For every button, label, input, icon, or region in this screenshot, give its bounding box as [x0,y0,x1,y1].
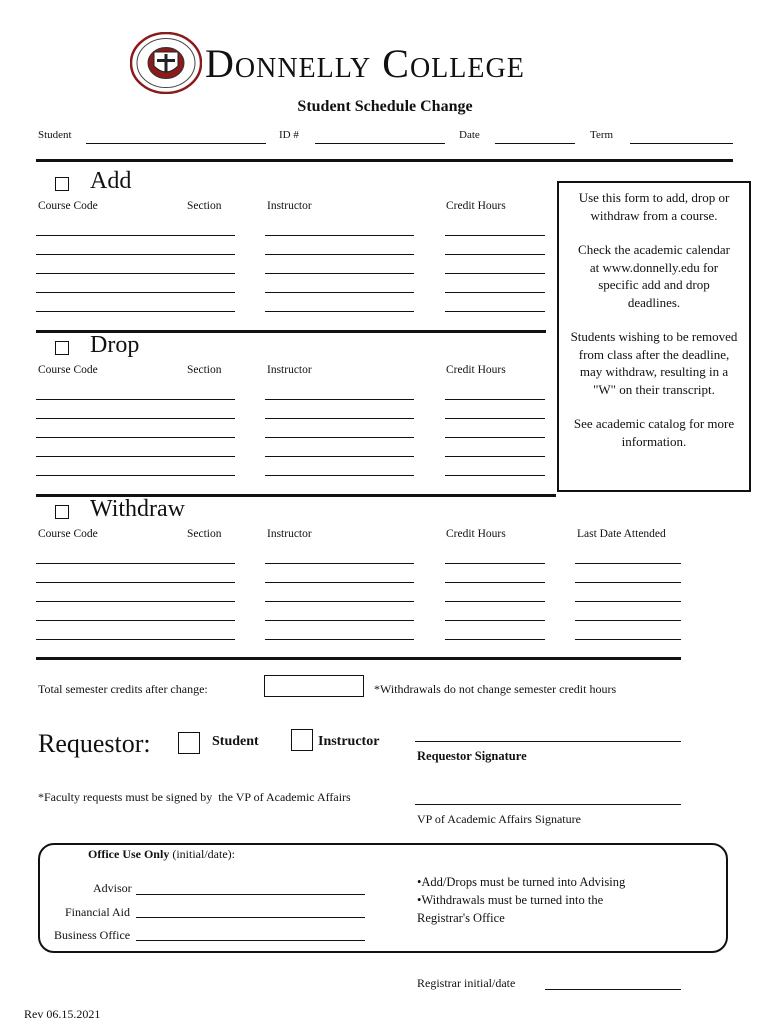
drop-course-section-field[interactable] [36,418,235,419]
drop-course-section-field[interactable] [36,456,235,457]
info-text-3: Students wishing to be removed from class after the deadline, may withdraw, resulting in a "W" on their transcript. [570,329,738,397]
business-office-field[interactable] [136,940,365,941]
drop-credit-hours-field[interactable] [445,399,545,400]
info-text-1: Use this form to add, drop or withdraw from a course. [578,190,730,223]
drop-course-section-field[interactable] [36,475,235,476]
office-note-3: Registrar's Office [417,911,505,925]
withdrawal-credit-note: *Withdrawals do not change semester credit hours [374,682,617,696]
withdraw-course-section-field[interactable] [36,620,235,621]
registrar-field[interactable] [545,989,681,990]
add-credit-hours-field[interactable] [445,311,545,312]
add-course-section-field[interactable] [36,311,235,312]
requestor-label: Requestor: [38,729,151,758]
withdraw-last-date-field[interactable] [575,620,681,621]
withdraw-credit-hours-field[interactable] [445,582,545,583]
drop-title: Drop [90,332,140,358]
drop-col-section: Section [187,364,222,376]
withdraw-divider [36,657,681,660]
drop-instructor-field[interactable] [265,456,414,457]
requestor-signature-label: Requestor Signature [417,749,527,763]
withdraw-col-instructor: Instructor [267,528,312,540]
office-use-title-rest: (initial/date): [169,847,235,861]
withdraw-instructor-field[interactable] [265,620,414,621]
financial-aid-label: Financial Aid [65,905,130,919]
add-col-credit: Credit Hours [446,200,506,212]
add-instructor-field[interactable] [265,292,414,293]
drop-instructor-field[interactable] [265,437,414,438]
add-instructor-field[interactable] [265,235,414,236]
term-field[interactable] [630,143,733,144]
student-requestor-label: Student [212,734,259,749]
drop-instructor-field[interactable] [265,399,414,400]
add-col-section: Section [187,200,222,212]
add-course-section-field[interactable] [36,273,235,274]
business-office-label: Business Office [54,928,131,942]
withdraw-credit-hours-field[interactable] [445,563,545,564]
office-use-title [88,847,235,862]
withdraw-last-date-field[interactable] [575,639,681,640]
form-title: Student Schedule Change [297,98,473,115]
withdraw-instructor-field[interactable] [265,639,414,640]
drop-course-section-field[interactable] [36,399,235,400]
add-checkbox[interactable] [55,177,69,191]
withdraw-title: Withdraw [90,496,186,522]
add-instructor-field[interactable] [265,273,414,274]
drop-col-credit: Credit Hours [446,364,506,376]
drop-course-section-field[interactable] [36,437,235,438]
add-credit-hours-field[interactable] [445,254,545,255]
add-col-course: Course Code [38,200,98,212]
drop-credit-hours-field[interactable] [445,437,545,438]
date-field[interactable] [495,143,575,144]
withdraw-course-section-field[interactable] [36,582,235,583]
add-credit-hours-field[interactable] [445,292,545,293]
add-course-section-field[interactable] [36,292,235,293]
date-label: Date [459,129,480,141]
withdraw-col-last-date: Last Date Attended [577,528,666,540]
withdraw-instructor-field[interactable] [265,582,414,583]
total-credits-label: Total semester credits after change: [38,682,208,696]
instructor-requestor-checkbox[interactable] [291,729,313,751]
drop-col-course: Course Code [38,364,98,376]
college-name: Donnelly College [205,41,525,86]
info-box [557,181,751,492]
student-requestor-checkbox[interactable] [178,732,200,754]
withdraw-course-section-field[interactable] [36,639,235,640]
student-field[interactable] [86,143,266,144]
advisor-field[interactable] [136,894,365,895]
drop-credit-hours-field[interactable] [445,418,545,419]
office-use-title-bold: Office Use Only [88,847,170,861]
header-divider [36,159,733,162]
withdraw-last-date-field[interactable] [575,582,681,583]
add-credit-hours-field[interactable] [445,235,545,236]
add-title: Add [90,168,132,194]
registrar-label: Registrar initial/date [417,976,516,990]
add-col-instructor: Instructor [267,200,312,212]
withdraw-course-section-field[interactable] [36,563,235,564]
drop-credit-hours-field[interactable] [445,475,545,476]
vp-signature-line[interactable] [415,804,681,805]
withdraw-checkbox[interactable] [55,505,69,519]
withdraw-credit-hours-field[interactable] [445,639,545,640]
drop-col-instructor: Instructor [267,364,312,376]
instructor-requestor-label: Instructor [318,734,380,749]
term-label: Term [590,129,614,141]
withdraw-col-section: Section [187,528,222,540]
add-course-section-field[interactable] [36,235,235,236]
info-text-4: See academic catalog for more information. [573,416,735,449]
advisor-label: Advisor [93,881,132,895]
withdraw-course-section-field[interactable] [36,601,235,602]
withdraw-credit-hours-field[interactable] [445,620,545,621]
drop-checkbox[interactable] [55,341,69,355]
financial-aid-field[interactable] [136,917,365,918]
drop-credit-hours-field[interactable] [445,456,545,457]
withdraw-col-course: Course Code [38,528,98,540]
student-label: Student [38,129,72,141]
info-text-2: Check the academic calendar at www.donnelly.edu for specific add and drop deadlines. [578,242,730,310]
faculty-note: *Faculty requests must be signed by the VP of Academic Affairs [38,790,351,804]
add-course-section-field[interactable] [36,254,235,255]
vp-signature-label: VP of Academic Affairs Signature [417,812,581,826]
withdraw-instructor-field[interactable] [265,601,414,602]
office-note-2: •Withdrawals must be turned into the [417,893,604,907]
id-label: ID # [279,129,299,141]
college-seal-logo [130,32,202,94]
office-note-1: •Add/Drops must be turned into Advising [417,875,626,889]
withdraw-last-date-field[interactable] [575,563,681,564]
add-instructor-field[interactable] [265,311,414,312]
withdraw-credit-hours-field[interactable] [445,601,545,602]
revision-label: Rev 06.15.2021 [24,1007,101,1021]
drop-instructor-field[interactable] [265,475,414,476]
withdraw-instructor-field[interactable] [265,563,414,564]
withdraw-col-credit: Credit Hours [446,528,506,540]
add-instructor-field[interactable] [265,254,414,255]
requestor-signature-line[interactable] [415,741,681,742]
total-credits-field[interactable] [264,675,364,697]
id-field[interactable] [315,143,445,144]
add-credit-hours-field[interactable] [445,273,545,274]
drop-instructor-field[interactable] [265,418,414,419]
withdraw-last-date-field[interactable] [575,601,681,602]
